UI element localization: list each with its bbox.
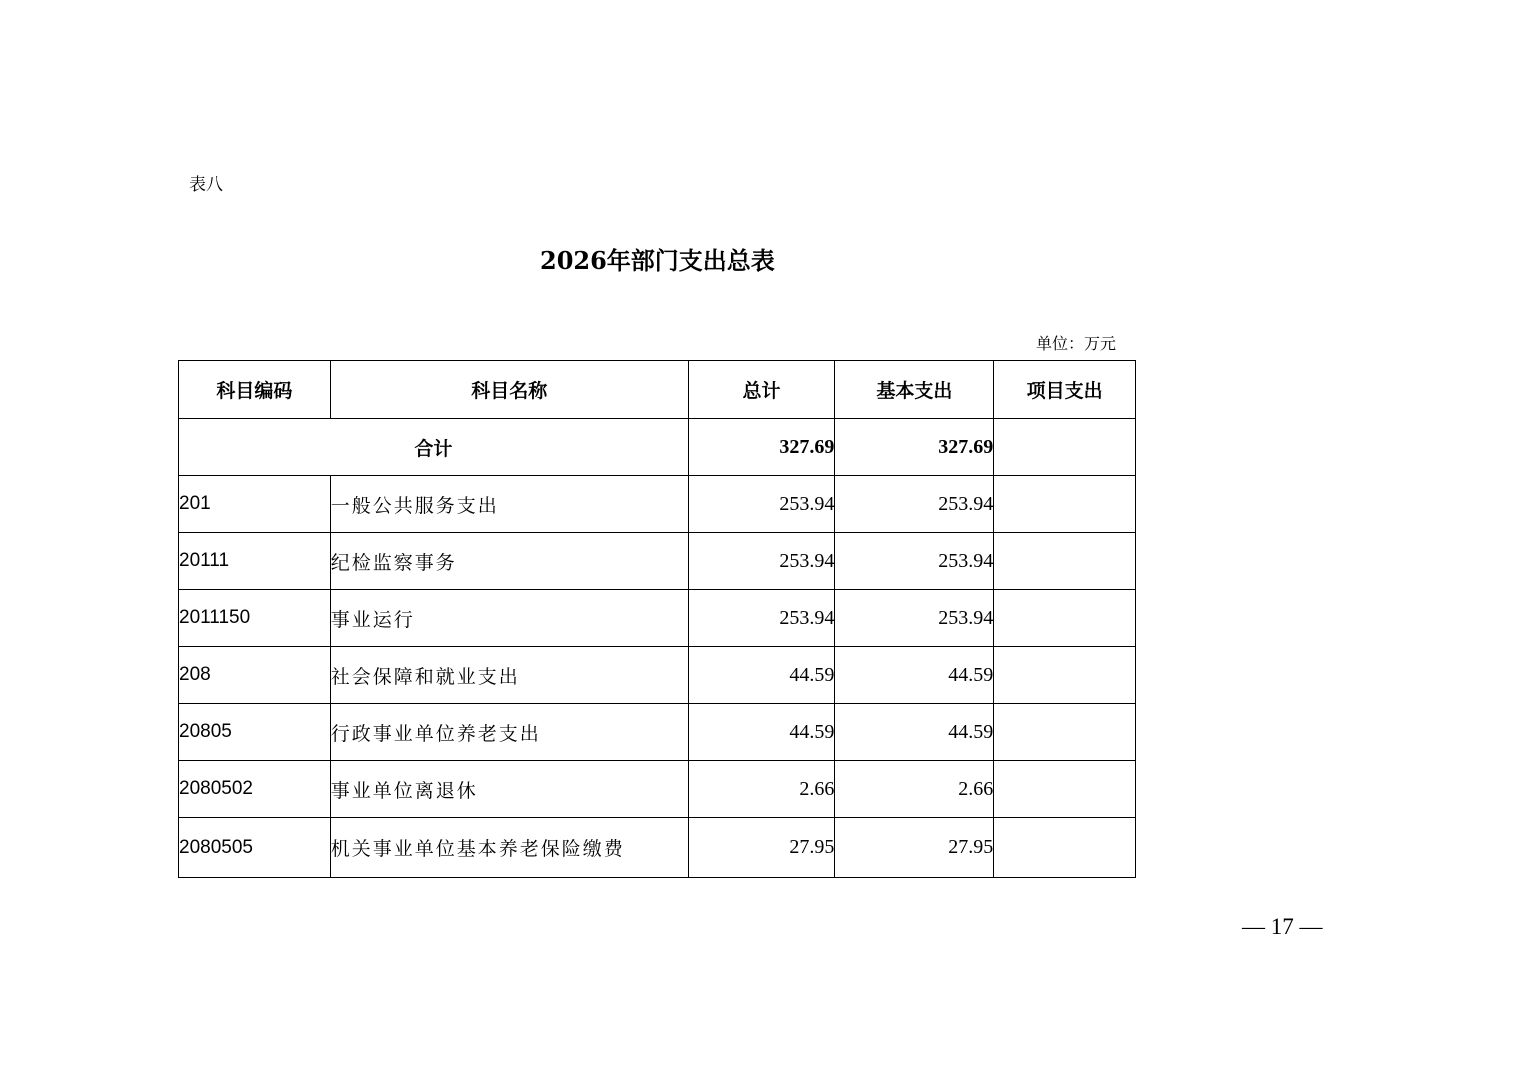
table-row <box>179 647 1136 704</box>
cell-project <box>994 647 1136 704</box>
cell-basic: 2.66 <box>835 761 994 818</box>
summary-label: 合计 <box>179 419 689 476</box>
cell-basic: 253.94 <box>835 533 994 590</box>
cell-total: 253.94 <box>688 476 835 533</box>
cell-name: 纪检监察事务 <box>330 533 688 590</box>
table-row <box>179 704 1136 761</box>
expense-summary-table <box>178 360 1136 878</box>
cell-code: 20805 <box>179 704 331 761</box>
summary-basic: 327.69 <box>835 419 994 476</box>
table-row <box>179 476 1136 533</box>
cell-basic: 253.94 <box>835 590 994 647</box>
table-row <box>179 533 1136 590</box>
cell-name: 事业单位离退休 <box>330 761 688 818</box>
cell-basic: 27.95 <box>835 818 994 878</box>
cell-code: 201 <box>179 476 331 533</box>
cell-project <box>994 476 1136 533</box>
cell-total: 44.59 <box>688 647 835 704</box>
cell-name: 行政事业单位养老支出 <box>330 704 688 761</box>
header-total: 总计 <box>688 361 835 419</box>
header-project: 项目支出 <box>994 361 1136 419</box>
cell-project <box>994 818 1136 878</box>
cell-name: 事业运行 <box>330 590 688 647</box>
summary-row <box>179 419 1136 476</box>
cell-code: 2011150 <box>179 590 331 647</box>
cell-name: 一般公共服务支出 <box>330 476 688 533</box>
table-row <box>179 761 1136 818</box>
cell-project <box>994 590 1136 647</box>
cell-name: 社会保障和就业支出 <box>330 647 688 704</box>
cell-code: 20111 <box>179 533 331 590</box>
document-title: 2026年部门支出总表 <box>540 246 775 275</box>
table-number-label: 表八 <box>189 175 223 195</box>
page-number: — 17 — <box>1242 914 1323 939</box>
cell-project <box>994 761 1136 818</box>
cell-basic: 44.59 <box>835 647 994 704</box>
header-code: 科目编码 <box>179 361 331 419</box>
summary-total: 327.69 <box>688 419 835 476</box>
cell-project <box>994 704 1136 761</box>
cell-total: 44.59 <box>688 704 835 761</box>
unit-label: 单位：万元 <box>1036 334 1117 353</box>
cell-project <box>994 533 1136 590</box>
cell-basic: 44.59 <box>835 704 994 761</box>
cell-total: 253.94 <box>688 590 835 647</box>
summary-project <box>994 419 1136 476</box>
header-basic: 基本支出 <box>835 361 994 419</box>
table-row <box>179 590 1136 647</box>
cell-total: 27.95 <box>688 818 835 878</box>
cell-name: 机关事业单位基本养老保险缴费 <box>330 818 688 878</box>
table-row <box>179 818 1136 878</box>
header-name: 科目名称 <box>330 361 688 419</box>
cell-code: 208 <box>179 647 331 704</box>
table-header-row <box>179 361 1136 419</box>
cell-code: 2080505 <box>179 818 331 878</box>
cell-total: 2.66 <box>688 761 835 818</box>
cell-basic: 253.94 <box>835 476 994 533</box>
cell-total: 253.94 <box>688 533 835 590</box>
cell-code: 2080502 <box>179 761 331 818</box>
